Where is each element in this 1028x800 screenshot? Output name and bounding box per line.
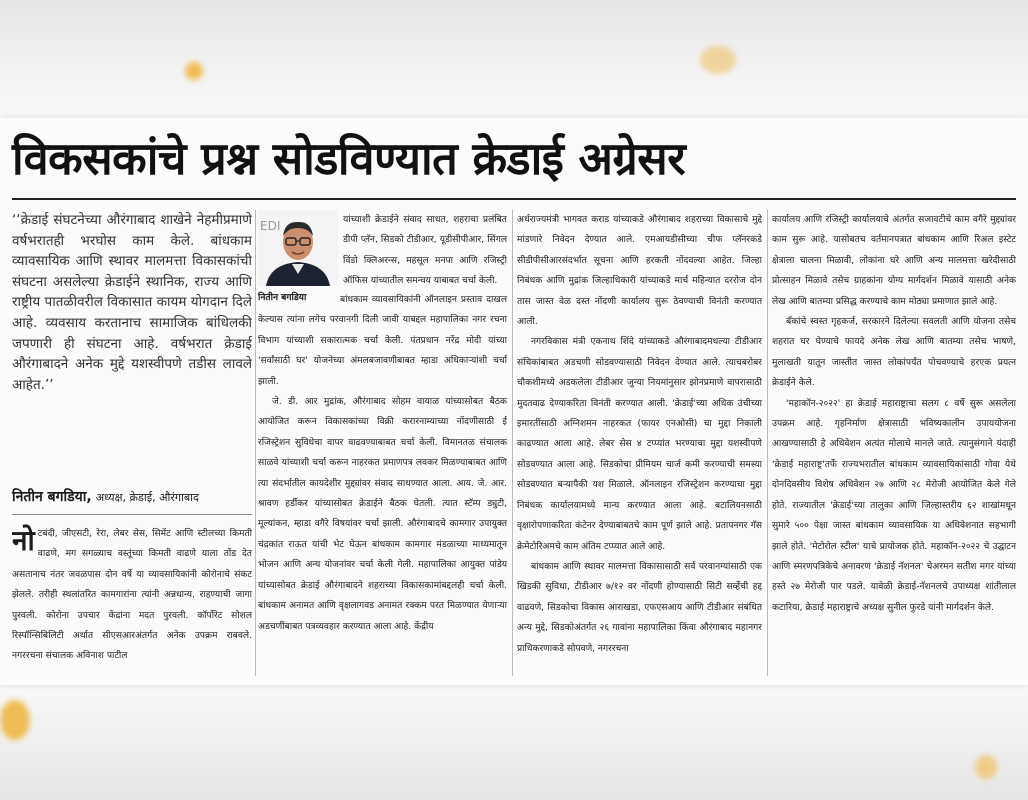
svg-text:EDI: EDI	[260, 219, 281, 233]
article-column-3	[517, 210, 762, 682]
bokeh-light	[0, 700, 30, 740]
pull-quote: ‘‘क्रेडाई संघटनेच्या औरंगाबाद शाखेने नेहमीप्रमाणे वर्षभरातही भरघोस काम केले. बांधकाम व्यावसायिक आणि स्थावर मालमत्ता विकासकांची संघटना असलेल्या क्रेडाईने स्थानिक, राज्य आणि राष्ट्रीय पातळीवरील विकासात कायम योगदान दिले आहे. व्यवसाय करतानाच सामाजिक बांधिलकी जपणारी ही संघटना आहे. वर्षभरात क्रेडाई औरंगाबादने अनेक मुद्दे यशस्वीपणे तडीस लावले आहेत.’’	[12, 212, 252, 393]
newspaper-clipping	[0, 118, 1028, 685]
photo-caption: नितीन बगडिया	[258, 293, 307, 303]
column-3-paragraph-2: नगरविकास मंत्री एकनाथ शिंदे यांच्याकडे औरंगाबादमधल्या टीडीआर संचिकांबाबत अडचणी सोडवण्यासाठी निवेदन देण्यात आले. त्याचबरोबर चौकशीमध्ये अडकलेला टीडीआर जुन्या नियमांनुसार झोनप्रमाणे वापरासाठी मुदतवाढ देण्याकरिता विनंती करण्यात आली. 'क्रेडाई'च्या अधिक उंचीच्या इमारतींसाठी अग्निशमन नाहरकत (फायर एनओसी) चा मुद्दा निकाली काढण्यात आला आहे. लेबर सेस ४ टप्प्यांत भरण्याचा मुद्दा यशस्वीपणे सोडवण्यात आला आहे. सिडकोचा प्रीमियम चार्ज कमी करण्याची समस्या सोडवण्यात बऱ्यापैकी यश मिळाले. ऑनलाइन रजिस्ट्रेशन करण्याचा मुद्दा निबंधक कार्यालयामध्ये मान्य करण्यात आला आहे. बटालियनसाठी वृक्षारोपणाकरिता कंटेनर देण्याबाबतचे काम पूर्ण झाले आहे. प्रतापनगर गॅस क्रेमेटोरिअमचे काम अंतिम टप्प्यात आले आहे.	[517, 337, 762, 552]
bokeh-light	[975, 755, 997, 779]
column-divider	[255, 210, 256, 676]
column-4-paragraph-1: कार्यालय आणि रजिस्ट्री कार्यालयाचे अंतर्गत सजावटीचे काम वगैरे मुद्द्यांवर काम सुरू आहे. यासोबतच वर्तमानपत्रात बांधकाम आणि रिअल इस्टेट क्षेत्राला चालना मिळावी, लोकांना घरे आणि अन्य मालमत्ता खरेदीसाठी प्रोत्साहन मिळावे तसेच ग्राहकांना योग्य मार्गदर्शन मिळावे यासाठी अनेक लेख आणि बातम्या प्रसिद्ध करण्याचे काम मोठ्या प्रमाणात झाले आहे.	[772, 215, 1016, 307]
background-bottom	[0, 685, 1028, 800]
column-divider	[767, 210, 768, 676]
dropcap: नो	[12, 524, 35, 557]
article-column-4	[772, 210, 1016, 682]
column-divider	[512, 210, 513, 676]
column-4-paragraph-2: बँकांचे स्वस्त गृहकर्ज, सरकारने दिलेल्या सवलती आणि योजना तसेच शहरात घर घेण्याचे फायदे अनेक लेख आणि बातम्या तसेच भाषणे, मुलाखती यातून जास्तीत जास्त लोकांपर्यंत पोचवण्याचे हरएक प्रयत्न क्रेडाईने केले.	[772, 317, 1016, 389]
article-column-2	[343, 210, 507, 286]
article-column-1	[12, 524, 252, 684]
bokeh-light	[700, 46, 736, 74]
byline-name: नितीन बगडिया,	[12, 489, 92, 505]
article-column-2-continued	[258, 290, 507, 680]
bokeh-light	[185, 62, 203, 80]
column-1-text: टबंदी, जीएसटी, रेरा, लेबर सेस, सिमेंट आणि स्टीलच्या किमती वाढणे, मग सगळ्याच वस्तूंच्या किमती वाढणे याला तोंड देत असतानाच नंतर जवळपास दोन वर्षे या व्यावसायिकांनी कोरोनाचे संकट झेलले. तरीही स्थलांतरित कामगारांना त्यांनी अन्नधान्य, राहण्याची जागा पुरवली. कोरोना उपचार केंद्रांना मदत पुरवली. कॉर्पोरेट सोशल रिस्पॉन्सिबिलिटी अर्थात सीएसआरअंतर्गत अनेक उपक्रम राबवले. नगररचना संचालक अविनाश पाटील	[12, 529, 252, 662]
background-top	[0, 0, 1028, 118]
quote-divider	[12, 514, 252, 515]
headline: विकसकांचे प्रश्न सोडविण्यात क्रेडाई अग्रेसर	[12, 132, 686, 185]
column-4-paragraph-3: 'महाकॉन-२०२२' हा क्रेडाई महाराष्ट्राचा सलग ८ वर्षे सुरू असलेला उपक्रम आहे. गृहनिर्माण क्षेत्रासाठी भविष्यकालीन उपाययोजना आखण्यासाठी हे अधिवेशन अत्यंत मोलाचे मानले जाते. त्यानुसंगाने यंदाही 'क्रेडाई महाराष्ट्र'तर्फे राज्यभरातील बांधकाम व्यावसायिकांसाठी गोवा येथे दोनदिवसीय विशेष अधिवेशन २७ आणि २८ मेरोजी आयोजित केले गेले होते. राज्यातील 'क्रेडाई'च्या तालुका आणि जिल्हास्तरीय ६२ शाखांमधून सुमारे ५०० पेक्षा जास्त बांधकाम व्यावसायिक या अधिवेशनात सहभागी झाले होते. 'मेटोरोल स्टील' याचे प्रायोजक होते. महाकॉन-२०२२ चे उद्घाटन आणि स्मरणपत्रिकेचे अनावरण 'क्रेडाई नॅशनल' चेअरमन सतीश मगर यांच्या हस्ते २७ मेरोजी पार पडले. यावेळी क्रेडाई-नॅशनलचे उपाध्यक्ष शांतीलाल कटारिया, क्रेडाई महाराष्ट्राचे अध्यक्ष सुनील फुरडे यांनी मार्गदर्शन केले.	[772, 398, 1016, 613]
column-2-paragraph-2: जे. डी. आर मुद्रांक, औरंगाबाद सोहम वायाळ यांच्यासोबत बैठक आयोजित करून विकासकांच्या विक्री करारनाम्याच्या नोंदणीसाठी ई रजिस्ट्रेशन सुविधेचा वापर वाढवण्याबाबत चर्चा केली. विमानतळ संचालक साळवे यांच्याशी चर्चा करून नाहरकत प्रमाणपत्र लवकर मिळण्याबाबत आणि त्या संदर्भातील कायदेशीर मुद्द्यांवर संवाद साधण्यात आला. आय. जे. आर. श्रावण हर्डीकर यांच्यासोबत क्रेडाईने बैठक घेतली. त्यात स्टॅम्प ड्युटी, मूल्यांकन, म्हाडा वगैरे विषयांवर चर्चा झाली. औरंगाबादचे कामगार उपायुक्त चंद्रकांत राऊत यांची भेट घेऊन बांधकाम कामगार मंडळाच्या माध्यमातून भोजन आणि अन्य योजनांवर चर्चा केली गेली. महापालिका आयुक्त पांडेय यांच्यासोबत क्रेडाई औरंगाबादने शहराच्या विकासकामांबद्दलही चर्चा केली. बांधकाम अनामत आणि वृक्षलागवड अनामत रक्कम परत मिळण्यात येणाऱ्या अडचणींबाबत पत्रव्यवहार करण्यात आला आहे. केंद्रीय	[258, 397, 507, 632]
column-2-text: बांधकाम व्यावसायिकांनी ऑनलाइन प्रस्ताव दाखल केल्यास त्यांना लगेच परवानगी दिली जावी याबद्दल महापालिका नगर रचना विभाग यांच्याशी सकारात्मक चर्चा केली. पंतप्रधान नरेंद्र मोदी यांच्या 'सर्वांसाठी घर' योजनेच्या अंमलबजावणीबाबत म्हाडा अधिकाऱ्यांशी चर्चा झाली.	[258, 295, 507, 387]
byline	[12, 488, 257, 507]
headline-rule	[12, 198, 1016, 200]
column-2-top: यांच्याशी क्रेडाईने संवाद साधत, शहराचा प्रलंबित डीपी प्लॅन, सिडको टीडीआर, यूडीसीपीआर, सिंगल विंडो क्लिअरन्स, महसूल मनपा आणि रजिस्ट्री ऑफिस यांच्यातील समन्वय याबाबत चर्चा केली.	[343, 215, 507, 286]
column-3-paragraph-3: बांधकाम आणि स्थावर मालमत्ता विकासासाठी सर्व परवानग्यांसाठी एक खिडकी सुविधा, टीडीआर ७/१२ वर नोंदणी होण्यासाठी सिटी सर्व्हेची हद्द वाढवणे, सिडकोचा विकास आराखडा, एफएसआय आणि टीडीआर संबंधित अन्य मुद्दे, सिडकोअंतर्गत २६ गावांना महापालिका किंवा औरंगाबाद महानगर प्राधिकरणाकडे सोपवणे, नगररचना	[517, 561, 762, 654]
column-3-paragraph-1: अर्थराज्यमंत्री भागवत कराड यांच्याकडे औरंगाबाद शहराच्या विकासाचे मुद्दे मांडणारे निवेदन देण्यात आले. एमआयडीसीच्या चीफ प्लॅनरकडे सीडीपीसीआरसंदर्भात सूचना आणि हरकती नोंदवल्या आहेत. जिल्हा निबंधक आणि मुद्रांक जिल्हाधिकारी यांच्याकडे मार्च महिन्यात दररोज दोन तास जास्त वेळ दस्त नोंदणी कार्यालय सुरू ठेवण्याची विनंती करण्यात आली.	[517, 215, 762, 328]
author-photo	[258, 210, 338, 286]
byline-role: अध्यक्ष, क्रेडाई, औरंगाबाद	[95, 491, 199, 504]
